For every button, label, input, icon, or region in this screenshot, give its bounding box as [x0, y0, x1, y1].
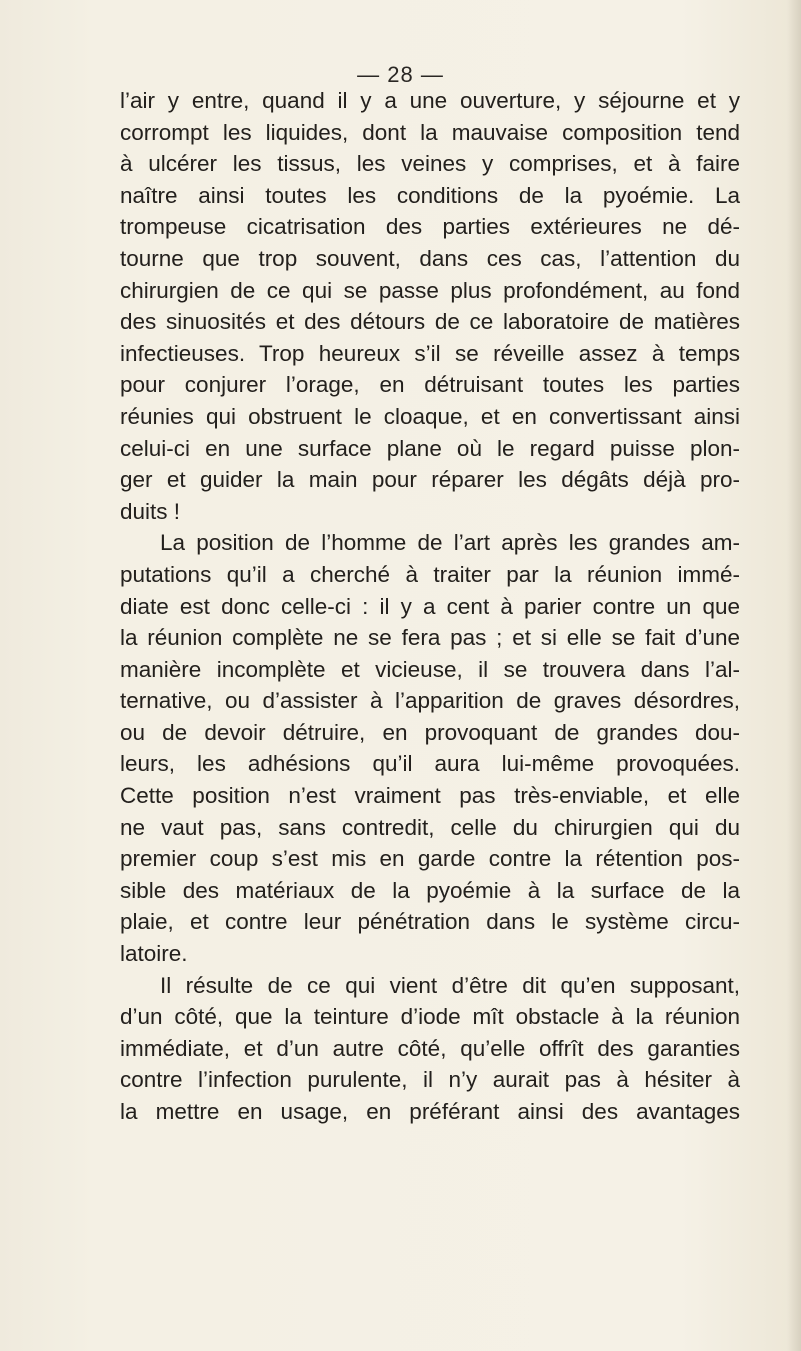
text-line: d’un côté, que la teinture d’iode mît obstacle à la réunion [120, 1004, 740, 1030]
text-line: leurs, les adhésions qu’il aura lui-même provoquées. [120, 751, 740, 777]
text-line: celui-ci en une surface plane où le regard puisse plon- [120, 435, 740, 461]
text-line: immédiate, et d’un autre côté, qu’elle offrît des garanties [120, 1035, 740, 1061]
paragraph-2 [120, 527, 740, 969]
text-line: sible des matériaux de la pyoémie à la surface de la [120, 877, 740, 903]
text-line: Il résulte de ce qui vient d’être dit qu’en supposant, [160, 972, 740, 998]
text-line: Cette position n’est vraiment pas très-enviable, et elle [120, 783, 740, 809]
text-line: putations qu’il a cherché à traiter par la réunion immé- [120, 561, 740, 587]
text-line: duits ! [120, 498, 181, 524]
text-line: ne vaut pas, sans contredit, celle du chirurgien qui du [120, 814, 740, 840]
page-number: — 28 — [357, 62, 444, 87]
text-line: à ulcérer les tissus, les veines y comprises, et à faire [120, 151, 740, 177]
text-line: trompeuse cicatrisation des parties extérieures ne dé- [120, 214, 740, 240]
text-line: manière incomplète et vicieuse, il se trouvera dans l’al- [120, 656, 740, 682]
text-line: latoire. [120, 941, 188, 967]
paragraph-3 [120, 970, 740, 1128]
text-line: ger et guider la main pour réparer les dégâts déjà pro- [120, 467, 740, 493]
text-line: tourne que trop souvent, dans ces cas, l’attention du [120, 245, 740, 271]
text-line: contre l’infection purulente, il n’y aurait pas à hésiter à [120, 1067, 740, 1093]
body-text [120, 85, 740, 1128]
text-line: réunies qui obstruent le cloaque, et en convertissant ainsi [120, 403, 740, 429]
text-line: plaie, et contre leur pénétration dans le système circu- [120, 909, 740, 935]
text-line: ou de devoir détruire, en provoquant de grandes dou- [120, 719, 740, 745]
text-line: ternative, ou d’assister à l’apparition de graves désordres, [120, 688, 740, 714]
text-line: corrompt les liquides, dont la mauvaise composition tend [120, 119, 740, 145]
text-line: infectieuses. Trop heureux s’il se réveille assez à temps [120, 340, 740, 366]
text-line: La position de l’homme de l’art après les grandes am- [160, 530, 740, 556]
text-line: diate est donc celle-ci : il y a cent à parier contre un que [120, 593, 740, 619]
text-line: la réunion complète ne se fera pas ; et si elle se fait d’une [120, 625, 740, 651]
paragraph-1 [120, 85, 740, 527]
page-edge-shadow [787, 0, 801, 1351]
text-line: l’air y entre, quand il y a une ouverture, y séjourne et y [120, 88, 740, 113]
text-line: pour conjurer l’orage, en détruisant toutes les parties [120, 372, 740, 398]
text-line: premier coup s’est mis en garde contre la rétention pos- [120, 846, 740, 872]
text-line: chirurgien de ce qui se passe plus profondément, au fond [120, 277, 740, 303]
text-line: naître ainsi toutes les conditions de la pyoémie. La [120, 182, 740, 208]
text-line: des sinuosités et des détours de ce laboratoire de matières [120, 309, 740, 335]
text-line: la mettre en usage, en préférant ainsi des avantages [120, 1099, 740, 1124]
